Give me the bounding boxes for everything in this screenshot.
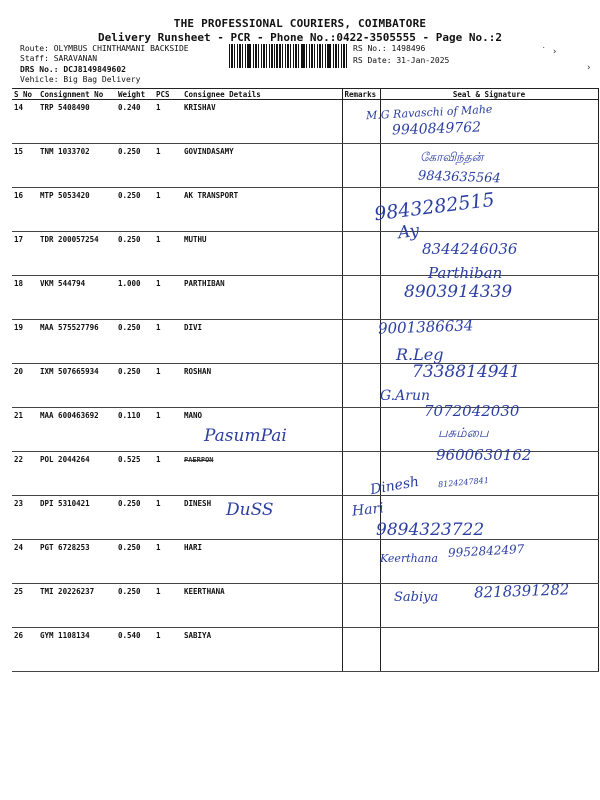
row-sno: 20	[12, 364, 38, 408]
row-pcs: 1	[154, 452, 182, 496]
row-sno: 17	[12, 232, 38, 276]
row-weight: 0.250	[116, 540, 154, 584]
drs-line	[20, 65, 126, 75]
signature-15-name: கோவிந்தன்	[420, 150, 484, 164]
row-remarks	[342, 540, 380, 584]
row-sno: 16	[12, 188, 38, 232]
signature-26-name: Sabiya	[394, 590, 439, 605]
rs-date-value: 31-Jan-2025	[396, 56, 450, 65]
row-consignment: MTP 5053420	[38, 188, 116, 232]
signature-23-phone: 8124247841	[437, 475, 490, 490]
row-sno: 25	[12, 584, 38, 628]
signature-24-mark: Hari	[351, 500, 385, 520]
row-consignee: KEERTHANA	[182, 584, 342, 628]
rs-no-label: RS No.:	[353, 44, 387, 53]
row-consignee: KRISHAV	[182, 100, 342, 144]
header-pcs: PCS	[154, 89, 182, 100]
row-pcs: 1	[154, 584, 182, 628]
corner-mark: ˙ ›	[541, 47, 558, 57]
row-weight: 1.000	[116, 276, 154, 320]
row-consignment: POL 2044264	[38, 452, 116, 496]
signature-25-mark: Keerthana	[380, 552, 438, 565]
signature-24-phone: 9894323722	[376, 520, 485, 540]
rs-no-value: 1498496	[391, 44, 426, 53]
signature-19: 9001386634	[377, 316, 474, 338]
header-sno: S No	[12, 89, 38, 100]
staff-label: Staff:	[20, 54, 49, 63]
rs-no-line	[353, 44, 425, 54]
signature-18-phone: 8903914339	[404, 282, 513, 302]
row-weight: 0.250	[116, 144, 154, 188]
row-consignee: HARI	[182, 540, 342, 584]
row-consignment: GYM 1108134	[38, 628, 116, 672]
row-consignment: MAA 600463692	[38, 408, 116, 452]
signature-17-mark: Ay	[396, 220, 421, 244]
row-remarks	[342, 320, 380, 364]
row-consignment: TRP 5408490	[38, 100, 116, 144]
row-remarks	[342, 232, 380, 276]
staff-line	[20, 54, 97, 64]
row-consignment: TMI 20226237	[38, 584, 116, 628]
vehicle-value: Big Bag Delivery	[63, 75, 141, 84]
row-consignment: PGT 6728253	[38, 540, 116, 584]
row-sno: 18	[12, 276, 38, 320]
row-sno: 19	[12, 320, 38, 364]
route-value: OLYMBUS CHINTHAMANI BACKSIDE	[53, 44, 189, 53]
table-row	[12, 100, 598, 144]
row-pcs: 1	[154, 364, 182, 408]
row-sno: 23	[12, 496, 38, 540]
row-pcs: 1	[154, 100, 182, 144]
row-pcs: 1	[154, 320, 182, 364]
table-header-row	[12, 89, 598, 100]
row-sno: 15	[12, 144, 38, 188]
header-seal: Seal & Signature	[380, 89, 598, 100]
row-consignee: AK TRANSPORT	[182, 188, 342, 232]
signature-18-name: Parthiban	[428, 264, 503, 282]
signature-21-name: G.Arun	[380, 388, 430, 404]
row-remarks	[342, 144, 380, 188]
signature-20-phone: 7338814941	[412, 362, 521, 382]
rs-date-line	[353, 56, 449, 66]
table-row	[12, 144, 598, 188]
row-sno: 14	[12, 100, 38, 144]
row-sno: 24	[12, 540, 38, 584]
header-remarks: Remarks	[342, 89, 380, 100]
row-weight: 0.250	[116, 320, 154, 364]
signature-20-name: R.Leg	[396, 345, 444, 364]
signature-25-phone: 9952842497	[447, 542, 525, 560]
route-label: Route:	[20, 44, 49, 53]
row-weight: 0.250	[116, 188, 154, 232]
row-consignee: DINESH	[182, 496, 342, 540]
struck-consignee-name: PAERPON	[184, 456, 214, 464]
signature-14-phone: 9940849762	[391, 119, 482, 139]
drs-value: DCJ8149849602	[63, 65, 126, 74]
row-consignment: IXM 507665934	[38, 364, 116, 408]
row-consignee	[182, 452, 342, 496]
row-sno: 22	[12, 452, 38, 496]
row-weight: 0.250	[116, 232, 154, 276]
header-consignee: Consignee Details	[182, 89, 342, 100]
row-weight: 0.250	[116, 584, 154, 628]
signature-16: 9843282515	[373, 188, 496, 226]
row-pcs: 1	[154, 188, 182, 232]
row-sno: 26	[12, 628, 38, 672]
header-consignment: Consignment No	[38, 89, 116, 100]
signature-26-phone: 8218391282	[473, 580, 570, 602]
row-pcs: 1	[154, 496, 182, 540]
signature-22-name: பசும்பை	[438, 426, 489, 441]
row-weight: 0.525	[116, 452, 154, 496]
signature-17: 8344246036	[422, 240, 518, 258]
staff-value: SARAVANAN	[53, 54, 98, 63]
company-title: THE PROFESSIONAL COURIERS, COIMBATORE	[173, 17, 427, 30]
row-consignee: MUTHU	[182, 232, 342, 276]
row-consignment: TNM 1033702	[38, 144, 116, 188]
table-row	[12, 496, 598, 540]
row-pcs: 1	[154, 540, 182, 584]
table-row	[12, 628, 598, 672]
row-remarks	[342, 408, 380, 452]
row-pcs: 1	[154, 144, 182, 188]
signature-15-phone: 9843635564	[417, 168, 501, 187]
row-pcs: 1	[154, 276, 182, 320]
drs-label: DRS No.:	[20, 65, 59, 74]
remark-24-handwritten: DuSS	[226, 500, 274, 520]
row-consignment: DPI 5310421	[38, 496, 116, 540]
row-weight: 0.540	[116, 628, 154, 672]
table-row	[12, 188, 598, 232]
row-consignee: PARTHIBAN	[182, 276, 342, 320]
row-consignee: DIVI	[182, 320, 342, 364]
row-weight: 0.250	[116, 496, 154, 540]
row-weight: 0.240	[116, 100, 154, 144]
row-remarks	[342, 276, 380, 320]
signature-21-phone: 7072042030	[424, 402, 520, 420]
row-remarks	[342, 364, 380, 408]
row-seal	[380, 628, 598, 672]
consignee-22-handwritten: PasumPai	[204, 426, 287, 446]
row-consignee: GOVINDASAMY	[182, 144, 342, 188]
barcode-image	[229, 44, 347, 68]
header-weight: Weight	[116, 89, 154, 100]
row-consignment: TDR 200057254	[38, 232, 116, 276]
row-consignee: MANO	[182, 408, 342, 452]
row-pcs: 1	[154, 232, 182, 276]
signature-23-mark: Dinesh	[368, 473, 421, 499]
row-sno: 21	[12, 408, 38, 452]
signature-22-phone: 9600630162	[436, 446, 532, 464]
rs-date-label: RS Date:	[353, 56, 392, 65]
corner-mark: ›	[586, 63, 592, 73]
row-pcs: 1	[154, 628, 182, 672]
row-remarks	[342, 584, 380, 628]
row-consignment: MAA 575527796	[38, 320, 116, 364]
row-remarks	[342, 628, 380, 672]
row-consignee: ROSHAN	[182, 364, 342, 408]
row-consignment: VKM 544794	[38, 276, 116, 320]
route-line	[20, 44, 189, 54]
row-weight: 0.250	[116, 364, 154, 408]
row-weight: 0.110	[116, 408, 154, 452]
table-row	[12, 320, 598, 364]
row-pcs: 1	[154, 408, 182, 452]
runsheet-title: Delivery Runsheet - PCR - Phone No.:0422-3505555 - Page No.:2	[98, 31, 502, 44]
vehicle-label: Vehicle:	[20, 75, 59, 84]
vehicle-line	[20, 75, 140, 85]
signature-14-name: M.G Ravaschi of Mahe	[365, 102, 493, 123]
row-consignee: SABIYA	[182, 628, 342, 672]
